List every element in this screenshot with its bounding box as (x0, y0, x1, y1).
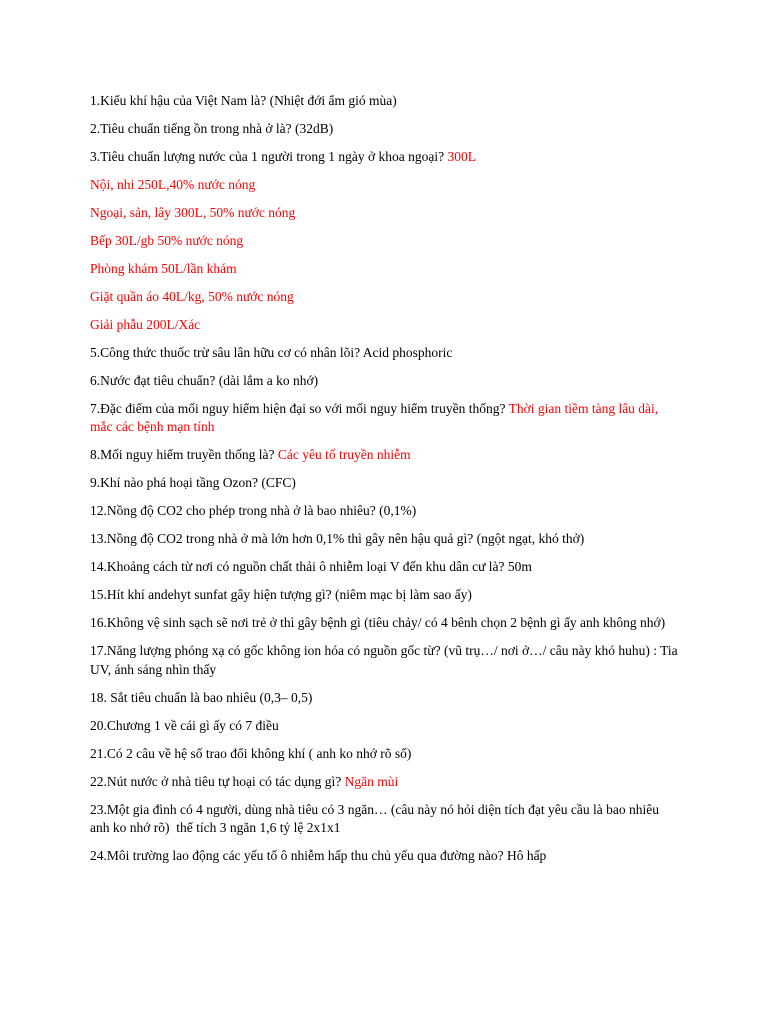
text: 21.Có 2 câu về hệ số trao đổi không khí ( anh ko nhớ rõ số) (90, 745, 412, 761)
text: 23.Một gia đình có 4 người, dùng nhà tiêu có 3 ngăn… (câu này nó hỏi diện tích đạt yêu cầu là bao nhiêu anh ko nhớ rõ) thể tích 3 ngăn 1,6 tỷ lệ 2x1x1 (90, 801, 663, 836)
paragraph-q9 (90, 474, 680, 492)
text: 15.Hít khí andehyt sunfat gây hiện tượng gì? (niêm mạc bị làm sao ấy) (90, 587, 472, 603)
text: 3.Tiêu chuẩn lượng nước của 1 người trong 1 ngày ở khoa ngoại? (90, 149, 448, 164)
text: 12.Nồng độ CO2 cho phép trong nhà ở là bao nhiêu? (0,1%) (90, 503, 417, 519)
text: 8.Mối nguy hiểm truyền thống là? (90, 447, 278, 463)
paragraph-q22 (90, 773, 680, 791)
paragraph-q2 (90, 120, 680, 138)
paragraph-q12 (90, 502, 680, 520)
paragraph-q7 (90, 400, 680, 437)
red-answer: Ngăn mùi (344, 773, 399, 789)
note-bep (90, 232, 680, 250)
paragraph-q23 (90, 801, 680, 838)
text: 24.Môi trường lao động các yếu tố ô nhiễm hấp thu chủ yếu qua đường nào? Hô hấp (90, 848, 547, 864)
paragraph-q21 (90, 745, 680, 763)
text: 2.Tiêu chuẩn tiếng ồn trong nhà ở là? (32dB) (90, 121, 334, 136)
text: 6.Nước đạt tiêu chuẩn? (dài lắm a ko nhớ) (90, 373, 319, 388)
text: 18. Sắt tiêu chuẩn là bao nhiêu (0,3– 0,5) (90, 689, 313, 705)
red-answer: Phòng khám 50L/lần khám (90, 261, 237, 276)
note-noi-nhi (90, 176, 680, 194)
text: 1.Kiểu khí hậu của Việt Nam là? (Nhiệt đới ẩm gió mùa) (90, 93, 397, 108)
document-page (90, 92, 680, 875)
red-answer: Thời gian tiềm tàng lâu dài, mắc các bệnh mạn tính (90, 401, 662, 435)
text: 17.Năng lượng phóng xạ có gốc không ion hóa có nguồn gốc từ? (vũ trụ…/ nơi ở…/ câu này khó huhu) : Tia UV, ánh sáng nhìn thấy (90, 643, 681, 677)
note-giat (90, 288, 680, 306)
note-ngoai-san (90, 204, 680, 222)
text: 22.Nút nước ở nhà tiêu tự hoại có tác dụng gì? (90, 773, 345, 789)
paragraph-q18 (90, 689, 680, 707)
text: 5.Công thức thuốc trừ sâu lân hữu cơ có nhân lõi? Acid phosphoric (90, 345, 453, 360)
red-answer: Nội, nhi 250L,40% nước nóng (90, 177, 256, 192)
text: 9.Khí nào phá hoại tầng Ozon? (CFC) (90, 475, 296, 491)
paragraph-q14 (90, 558, 680, 576)
red-answer: Ngoại, sản, lây 300L, 50% nước nóng (90, 205, 296, 220)
red-answer: Bếp 30L/gb 50% nước nóng (90, 233, 244, 248)
note-giai-phau (90, 316, 680, 334)
text: 16.Không vệ sinh sạch sẽ nơi trẻ ở thì gây bệnh gì (tiêu chảy/ có 4 bênh chọn 2 bệnh gì ấy anh không nhớ) (90, 615, 666, 631)
paragraph-q8 (90, 446, 680, 464)
note-phong-kham (90, 260, 680, 278)
paragraph-q24 (90, 847, 680, 865)
paragraph-q3 (90, 148, 680, 166)
text: 7.Đặc điểm của mối nguy hiểm hiện đại so với mối nguy hiểm truyền thống? (90, 401, 509, 416)
text: 14.Khoảng cách từ nơi có nguồn chất thải ô nhiễm loại V đến khu dân cư là? 50m (90, 559, 532, 575)
paragraph-q16 (90, 614, 680, 632)
red-answer: 300L (447, 149, 476, 164)
text: 13.Nồng độ CO2 trong nhà ở mà lớn hơn 0,1% thì gây nên hậu quả gì? (ngột ngạt, khó thở) (90, 531, 585, 547)
paragraph-q15 (90, 586, 680, 604)
red-answer: Các yêu tố truyền nhiễm (277, 447, 411, 463)
paragraph-q17 (90, 642, 680, 679)
text: 20.Chương 1 về cái gì ấy có 7 điều (90, 717, 279, 733)
paragraph-q1 (90, 92, 680, 110)
paragraph-q5 (90, 344, 680, 362)
paragraph-q20 (90, 717, 680, 735)
paragraph-q13 (90, 530, 680, 548)
red-answer: Giặt quần áo 40L/kg, 50% nước nóng (90, 289, 294, 304)
red-answer: Giải phẫu 200L/Xác (90, 317, 201, 332)
paragraph-q6 (90, 372, 680, 390)
